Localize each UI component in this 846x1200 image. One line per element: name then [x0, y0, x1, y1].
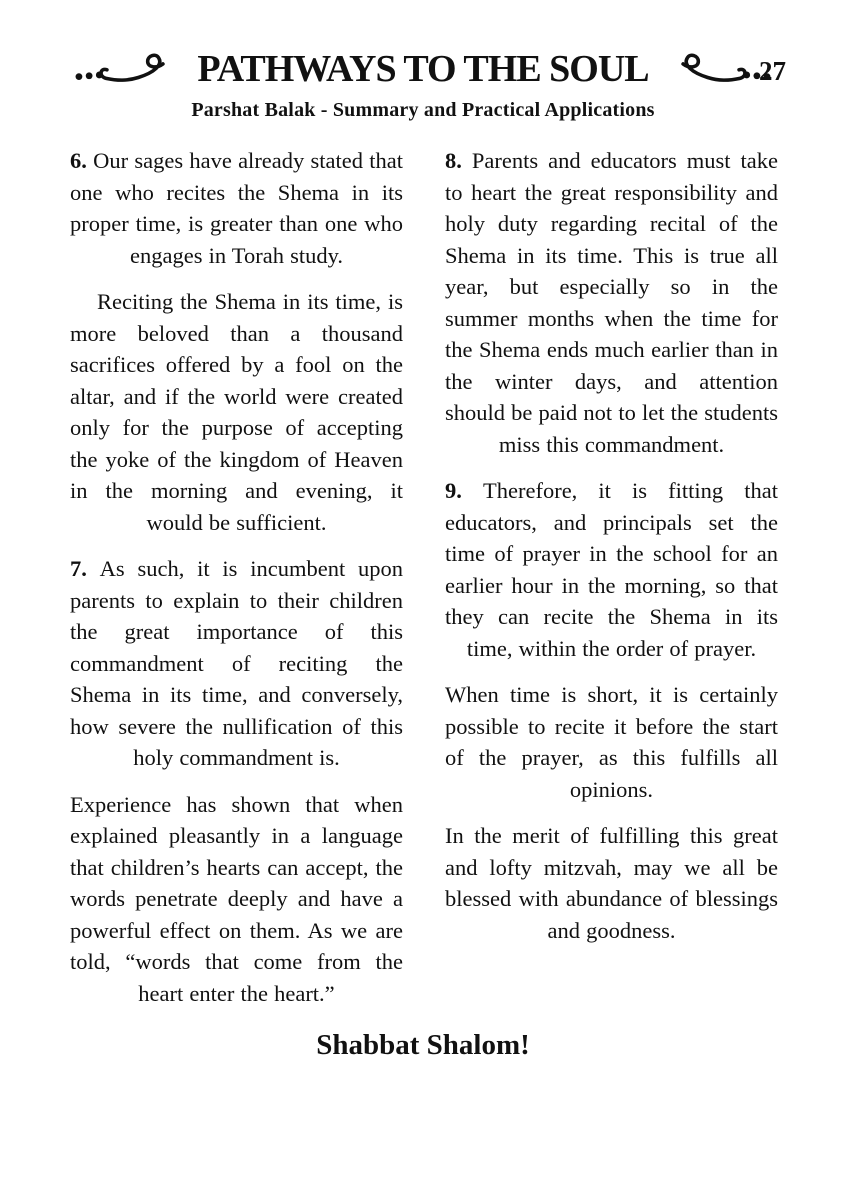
page-subtitle: Parshat Balak - Summary and Practical Applications: [191, 99, 655, 121]
paragraph-number: 7.: [70, 556, 100, 581]
two-column-body: [0, 145, 846, 1024]
flourish-left-icon: [73, 52, 185, 86]
flourish-right-icon: [661, 52, 773, 86]
paragraph: Experience has shown that when explained pleasantly in a language that children’s hearts can accept, the words penetrate deeply and have a powerful effect on them. As we are told, “words that come from the heart enter the heart.”: [70, 791, 403, 1006]
paragraph: In the merit of fulfilling this great and lofty mitzvah, may we all be blessed with abundance of blessings and goodness.: [445, 823, 778, 943]
page-header: [0, 46, 846, 122]
paragraph: 6. Our sages have already stated that one who recites the Shema in its proper time, is greater than one who engages in Torah study.: [70, 148, 403, 268]
right-column: [445, 145, 778, 1024]
paragraph: 9. Therefore, it is fitting that educators, and principals set the time of prayer in the school for an earlier hour in the morning, so that they can recite the Shema in its time, within the order of prayer.: [445, 478, 779, 661]
paragraph: Reciting the Shema in its time, is more beloved than a thousand sacrifices offered by a fool on the altar, and if the world were created only for the purpose of accepting the yoke of the kingdom of Heaven in the morning and evening, it would be sufficient.: [70, 289, 403, 535]
paragraph-number: 6.: [70, 148, 94, 173]
paragraph: When time is short, it is certainly possible to recite it before the start of the prayer, as this fulfills all opinions.: [445, 682, 778, 802]
closing-line: Shabbat Shalom!: [316, 1029, 530, 1061]
paragraph-number: 8.: [445, 148, 472, 173]
page-number: 27: [759, 56, 786, 86]
left-column: [70, 145, 403, 1024]
paragraph: 7. As such, it is incumbent upon parents to explain to their children the great importance of this commandment of reciting the Shema in its time, and conversely, how severe the nullification of this holy commandment is.: [70, 556, 404, 770]
page-title: PATHWAYS TO THE SOUL: [197, 48, 649, 90]
title-row: [0, 46, 846, 92]
paragraph: 8. Parents and educators must take to heart the great responsibility and holy duty regarding recital of the Shema in its time. This is true all year, but especially so in the summer months when the time for the Shema ends much earlier than in the winter days, and attention should be paid not to let the students miss this commandment.: [445, 148, 779, 457]
paragraph-number: 9.: [445, 478, 483, 503]
